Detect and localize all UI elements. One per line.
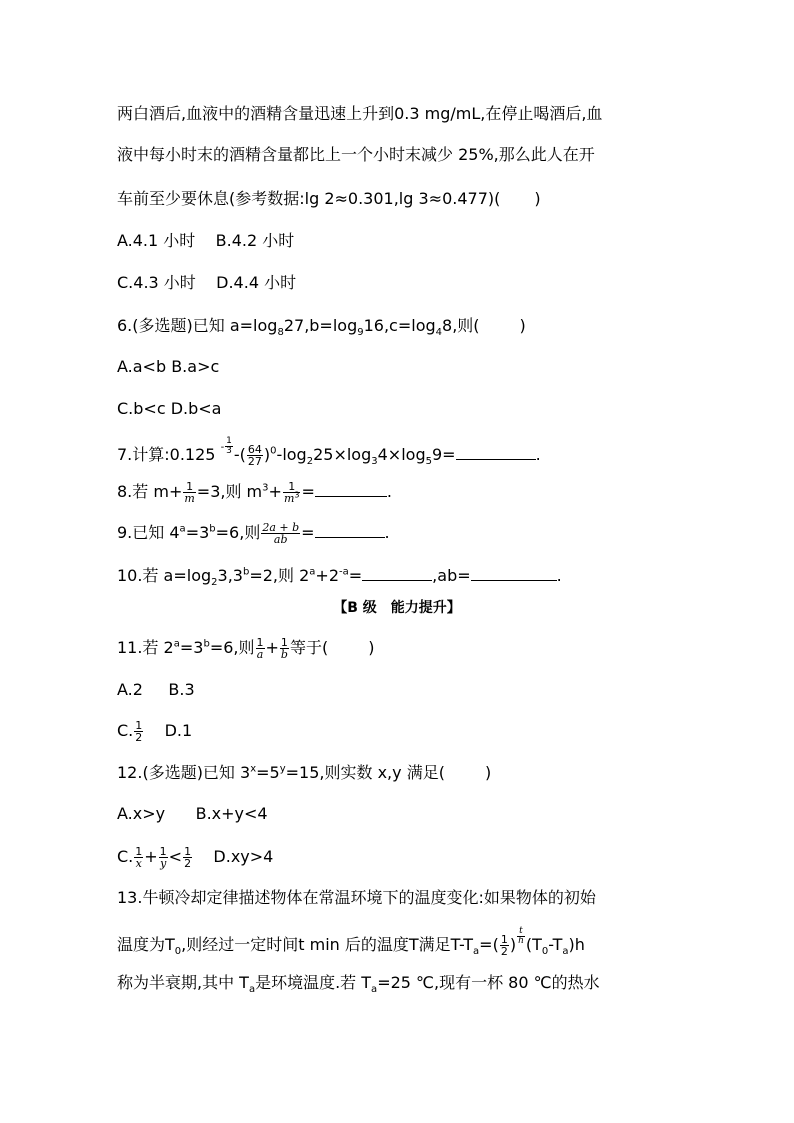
- q6-base1: 8: [277, 327, 284, 339]
- q11-n1: 1: [256, 636, 264, 649]
- q11-d1: a: [256, 648, 264, 661]
- q10-ab: ,ab=: [432, 566, 471, 585]
- q8-num2: 1: [283, 481, 301, 493]
- q8-num: 1: [183, 481, 195, 493]
- q7-base1: 2: [306, 456, 314, 468]
- q11-plus: +: [265, 638, 279, 657]
- q11-mid2: =6,则: [209, 638, 255, 657]
- q10-mid: 3,3: [217, 566, 243, 585]
- q8-plus: +: [268, 482, 282, 501]
- q12-c-n1: 1: [135, 845, 143, 858]
- q7-end: .: [535, 444, 541, 464]
- q12-exp-y: y: [279, 763, 286, 775]
- q10-base: 2: [211, 577, 218, 589]
- q7-part3: 25×log: [313, 444, 372, 464]
- q7-exp-num: 1: [226, 436, 232, 446]
- q10-prefix: 10.若 a=log: [117, 566, 212, 585]
- q13-l2-sub0b: 0: [541, 946, 549, 958]
- q9-num: 2a + b: [262, 521, 300, 534]
- q6-arg3: 8,则(: [442, 316, 480, 335]
- q13-exp-den: h: [518, 936, 524, 946]
- q10-mid2: =2,则 2: [249, 566, 310, 585]
- q12-option-c-prefix: C.: [117, 847, 134, 866]
- q8-fraction-2: [283, 481, 301, 504]
- q9-answer-blank[interactable]: [315, 523, 385, 538]
- q13-l2-sub0: 0: [174, 946, 182, 958]
- q11-option-c-num: 1: [135, 719, 143, 732]
- q11-option-c-prefix: C.: [117, 721, 134, 740]
- q6-prefix: 6.(多选题)已知 a=log: [117, 316, 278, 335]
- q9-exp-b: b: [209, 523, 216, 535]
- q13-l2-e: (T: [525, 934, 542, 954]
- q7-part2: -log: [276, 444, 307, 464]
- q11-d2: b: [280, 648, 288, 661]
- q12-c-fraction-2: [159, 846, 168, 869]
- q9-den: ab: [273, 533, 288, 546]
- p5-line-1: 两白酒后,血液中的酒精含量迅速上升到0.3 mg/mL,在停止喝酒后,血: [117, 104, 603, 123]
- q12-c-d3: 2: [184, 857, 192, 870]
- p5-option-c: C.4.3 小时: [117, 273, 196, 292]
- q7-frac-den: 27: [247, 454, 262, 468]
- q7-part4: 4×log: [377, 444, 426, 464]
- q11-options-ab: [117, 680, 195, 700]
- q11-option-c-den: 2: [135, 731, 143, 744]
- q12-c-d2: y: [160, 857, 167, 870]
- q8-den: m: [184, 492, 195, 505]
- q7-exp-sign: -: [220, 441, 225, 453]
- q12-options-cd: [117, 846, 273, 869]
- q10-end: .: [556, 566, 562, 585]
- q8-den2: m: [283, 492, 295, 505]
- q12-c-lt: <: [168, 847, 183, 866]
- q12-c-fraction-3: [183, 846, 192, 869]
- q12-exp-x: x: [250, 763, 257, 775]
- q13-l3-a: 称为半衰期,其中 T: [117, 973, 249, 992]
- section-b-heading: 【B 级 能力提升】: [333, 600, 461, 616]
- q9-mid: =3: [185, 523, 210, 542]
- q9-eq: =: [301, 523, 315, 542]
- q13-l3-b: 是环境温度.若 T: [255, 973, 372, 992]
- q12-option-d: D.xy>4: [213, 847, 274, 866]
- q13-line-1: 13.牛顿冷却定律描述物体在常温环境下的温度变化:如果物体的初始: [117, 888, 596, 907]
- q9-prefix: 9.已知 4: [117, 523, 180, 542]
- q12-c-n2: 1: [159, 845, 167, 858]
- q6-base2: 9: [357, 327, 364, 339]
- q9-fraction: [261, 522, 300, 545]
- q7-base3: 5: [425, 456, 432, 468]
- q11-option-c-fraction: [134, 720, 143, 743]
- q13-half-den: 2: [500, 944, 508, 958]
- q10-eq: =: [348, 566, 363, 585]
- q12-mid: =5: [256, 763, 280, 782]
- q11-fraction-b: [280, 637, 289, 660]
- q8-end: .: [386, 482, 392, 501]
- q8-exp3: 3: [262, 482, 269, 494]
- p5-option-a: A.4.1 小时: [117, 231, 196, 250]
- q11-option-b: B.3: [168, 680, 195, 699]
- p5-line-3: [117, 189, 541, 209]
- q11-tail: 等于(: [289, 638, 329, 657]
- q6-options-ab: A.a<b B.a>c: [117, 357, 220, 376]
- q8-prefix: 8.若 m+: [117, 482, 183, 501]
- q12-c-n3: 1: [184, 845, 192, 858]
- q7-stem: 7.计算:0.125 $^{- \frac{1}{3}}$ -( $\frac{64}{27}$ )$^0-\log_225\times\log_34\times\log_59=$ .: [117, 436, 541, 468]
- q11-prefix: 11.若 2: [117, 638, 174, 657]
- q12-prefix: 12.(多选题)已知 3: [117, 763, 251, 782]
- q7-frac-num: 64: [247, 442, 262, 456]
- q6-options-cd: C.b<c D.b<a: [117, 399, 222, 418]
- p5-paren-end: ): [534, 189, 541, 208]
- q11-exp-b: b: [203, 638, 210, 650]
- q13-exp-num: t: [517, 927, 525, 937]
- q11-paren-end: ): [368, 638, 375, 657]
- q12-c-plus: +: [144, 847, 158, 866]
- q6-stem: [117, 316, 526, 339]
- q8-den2-wrap: [283, 490, 301, 505]
- q12-c-fraction-1: [134, 846, 143, 869]
- q10-exp-neg-a: -a: [339, 566, 349, 578]
- q7-exp-den: 3: [226, 446, 232, 456]
- q8-fraction-1: [183, 481, 195, 504]
- q13-line-3: [117, 973, 600, 996]
- q10-exp-b: b: [242, 566, 250, 578]
- q11-exp-a: a: [173, 638, 180, 650]
- q9-end: .: [384, 523, 390, 542]
- q12-mid2: =15,则实数 x,y 满足(: [285, 763, 445, 782]
- q7-fraction: [247, 444, 263, 467]
- q11-option-a: A.2: [117, 680, 143, 699]
- q13-exp-fraction: [517, 927, 525, 946]
- q10-answer-blank-1[interactable]: [362, 566, 432, 581]
- p5-line-3-text: 车前至少要休息(参考数据:lg 2≈0.301,lg 3≈0.477)(: [117, 189, 501, 208]
- q10-answer-blank-2[interactable]: [471, 566, 557, 581]
- q12-stem: [117, 763, 491, 783]
- q9-exp-a: a: [179, 523, 186, 535]
- q7-answer-blank[interactable]: [456, 445, 536, 460]
- q6-base3: 4: [435, 327, 443, 339]
- p5-options-ab: [117, 231, 294, 251]
- q13-l3-sub2: a: [371, 984, 378, 996]
- q13-half-num: 1: [500, 932, 508, 946]
- q10-exp-a: a: [309, 566, 316, 578]
- q7-minus: -(: [233, 444, 246, 464]
- q7-part5: 9=: [431, 444, 456, 464]
- q6-paren-end: ): [519, 316, 526, 335]
- q11-options-cd: [117, 720, 192, 743]
- q11-n2: 1: [280, 636, 288, 649]
- q13-l2-c: =(: [479, 934, 499, 954]
- q9-stem: [117, 522, 390, 545]
- q7-base2: 3: [371, 456, 378, 468]
- p5-line-2: 液中每小时末的酒精含量都比上一个小时末减少 25%,那么此人在开: [117, 145, 595, 164]
- p5-options-cd: [117, 273, 296, 293]
- q13-l2-a: 温度为T: [117, 934, 175, 954]
- q9-mid2: =6,则: [215, 523, 261, 542]
- q8-stem: [117, 481, 392, 504]
- q8-eq: =: [301, 482, 315, 501]
- q11-fraction-a: [256, 637, 265, 660]
- q10-stem: [117, 566, 562, 589]
- q8-den2-exp: 3: [294, 490, 300, 500]
- q8-answer-blank[interactable]: [315, 482, 387, 497]
- p5-option-b: B.4.2 小时: [215, 231, 295, 250]
- q13-l2-suba: a: [473, 946, 480, 958]
- q11-stem: [117, 637, 374, 660]
- q12-option-a: A.x>y: [117, 804, 166, 823]
- q12-options-ab: [117, 804, 268, 824]
- q6-arg2: 16,c=log: [363, 316, 436, 335]
- q6-arg1: 27,b=log: [283, 316, 358, 335]
- q13-l2-b: ,则经过一定时间t min 后的温度T满足T-T: [181, 934, 474, 954]
- q13-half-fraction: [500, 934, 509, 957]
- q13-l3-c: =25 ℃,现有一杯 80 ℃的热水: [377, 973, 600, 992]
- q12-paren-end: ): [484, 763, 492, 782]
- q7-zero-exp: 0: [270, 445, 277, 457]
- q12-option-b: B.x+y<4: [195, 804, 268, 823]
- q12-c-d1: x: [135, 857, 142, 870]
- q13-l2-subab: a: [562, 946, 569, 958]
- q8-mid: =3,则 m: [196, 482, 263, 501]
- q13-line-2: [117, 926, 585, 958]
- q13-l2-g: )h: [568, 934, 585, 954]
- q7-exp-fraction: [225, 437, 233, 456]
- q11-option-d: D.1: [164, 721, 193, 740]
- p5-option-d: D.4.4 小时: [216, 273, 297, 292]
- q13-l2-d: ): [509, 934, 517, 954]
- q11-mid: =3: [179, 638, 204, 657]
- q13-l2-f: -T: [548, 934, 563, 954]
- q7-prefix: 7.计算:0.125: [117, 444, 216, 464]
- q10-plus: +2: [315, 566, 340, 585]
- q13-l3-sub: a: [248, 984, 256, 996]
